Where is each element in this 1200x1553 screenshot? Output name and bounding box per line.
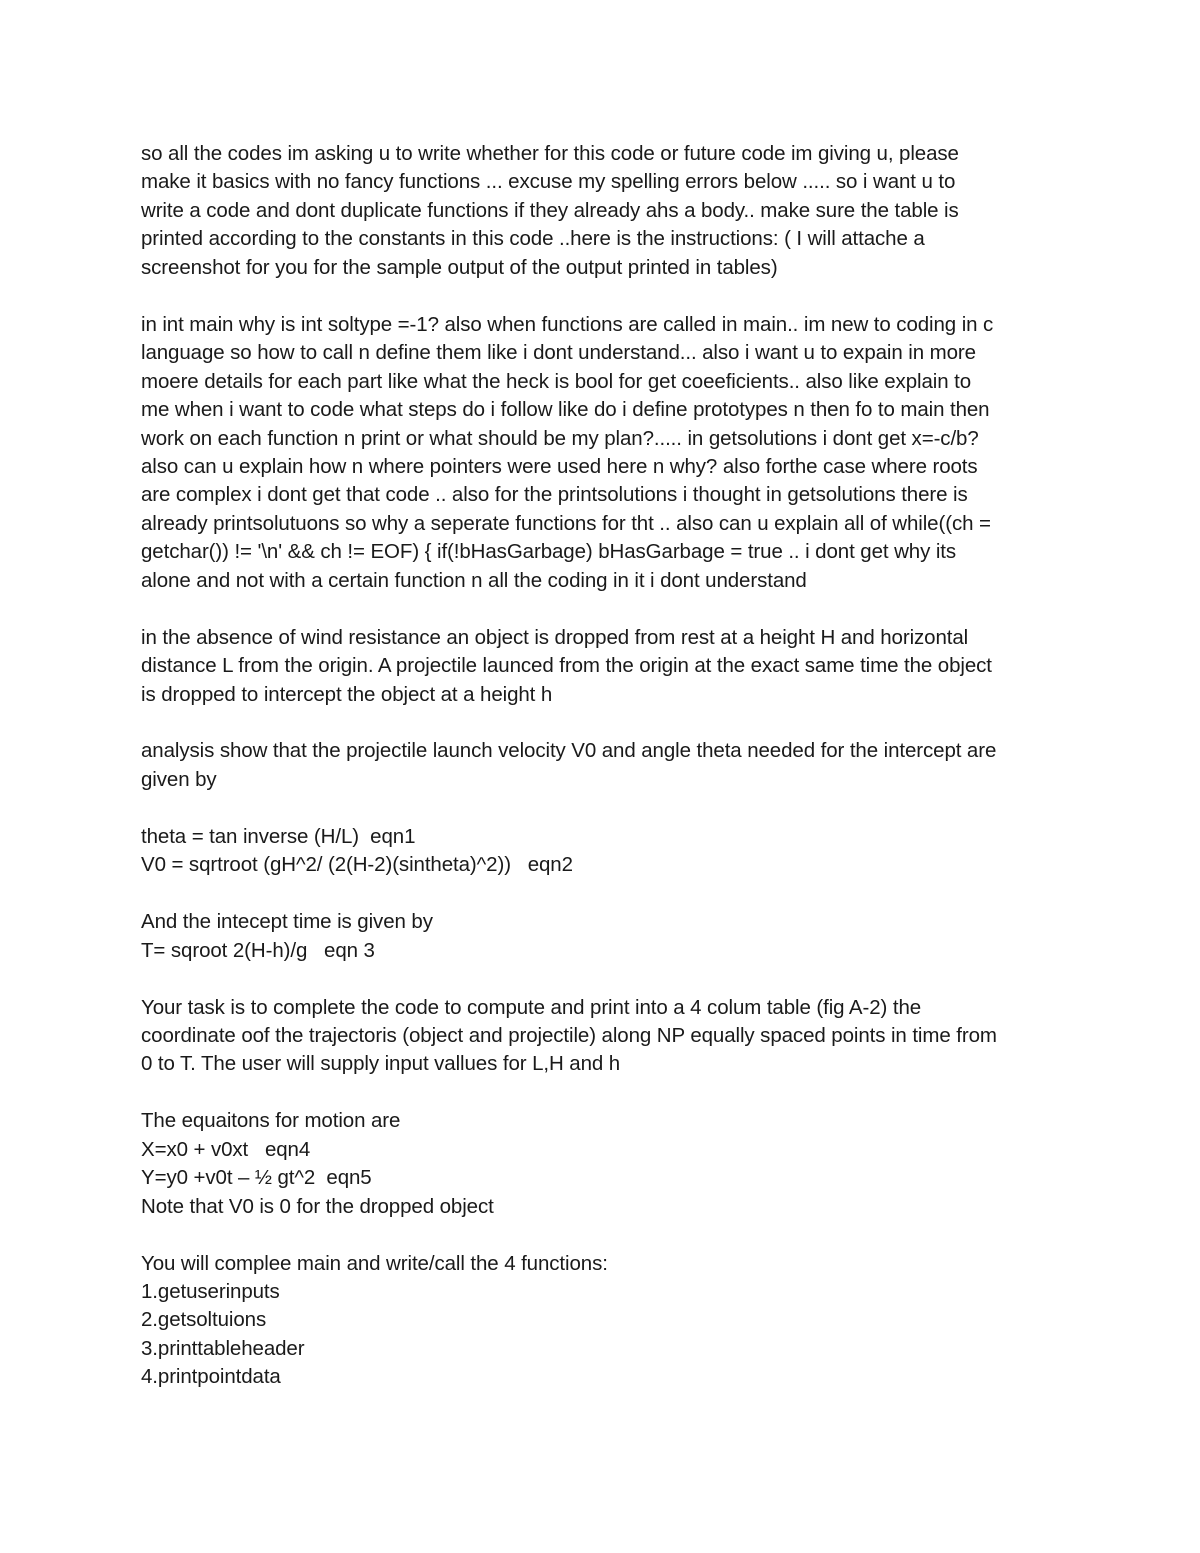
text-line: screenshot for you for the sample output of the output printed in tables) bbox=[141, 255, 778, 279]
text-line: The equaitons for motion are bbox=[141, 1109, 401, 1133]
text-line: And the intecept time is given by bbox=[141, 910, 433, 934]
list-item: 4.printpointdata bbox=[141, 1365, 281, 1389]
list-item: 3.printtableheader bbox=[141, 1336, 305, 1360]
text-line: language so how to call n define them like i dont understand... also i want u to expain in more bbox=[141, 341, 976, 365]
equation-line: X=x0 + v0xt eqn4 bbox=[141, 1137, 311, 1161]
text-line: given by bbox=[141, 767, 217, 791]
text-line: write a code and dont duplicate functions if they already ahs a body.. make sure the table is bbox=[141, 198, 959, 222]
paragraph-request bbox=[141, 140, 1066, 282]
text-line: 0 to T. The user will supply input vallues for L,H and h bbox=[141, 1052, 621, 1076]
document-body bbox=[141, 140, 1066, 1420]
text-line: moere details for each part like what the heck is bool for get coeeficients.. also like explain to bbox=[141, 369, 972, 393]
paragraph-task bbox=[141, 994, 1066, 1079]
paragraph-equations bbox=[141, 823, 1066, 880]
text-line: You will complee main and write/call the 4 functions: bbox=[141, 1251, 608, 1275]
paragraph-functions-list bbox=[141, 1250, 1066, 1392]
text-line: work on each function n print or what should be my plan?..... in getsolutions i dont get x=-c/b? bbox=[141, 426, 979, 450]
text-line: Your task is to complete the code to compute and print into a 4 colum table (fig A-2) the bbox=[141, 995, 922, 1019]
paragraph-questions bbox=[141, 311, 1066, 596]
equation-line: theta = tan inverse (H/L) eqn1 bbox=[141, 824, 416, 848]
text-line: make it basics with no fancy functions ... excuse my spelling errors below ..... so i want u to bbox=[141, 170, 956, 194]
equation-line: Y=y0 +v0t – ½ gt^2 eqn5 bbox=[141, 1166, 372, 1190]
text-line: is dropped to intercept the object at a height h bbox=[141, 682, 553, 706]
text-line: Note that V0 is 0 for the dropped object bbox=[141, 1194, 494, 1218]
paragraph-analysis bbox=[141, 737, 1066, 794]
text-line: are complex i dont get that code .. also for the printsolutions i thought in getsolutions there is bbox=[141, 483, 968, 507]
text-line: already printsolutuons so why a seperate functions for tht .. also can u explain all of while((ch = bbox=[141, 511, 991, 535]
text-line: printed according to the constants in this code ..here is the instructions: ( I will attache a bbox=[141, 227, 925, 251]
text-line: getchar()) != '\n' && ch != EOF) { if(!bHasGarbage) bHasGarbage = true .. i dont get why its bbox=[141, 540, 957, 564]
text-line: in the absence of wind resistance an object is dropped from rest at a height H and horizontal bbox=[141, 625, 969, 649]
text-line: me when i want to code what steps do i follow like do i define prototypes n then fo to main then bbox=[141, 398, 990, 422]
text-line: distance L from the origin. A projectile launced from the origin at the exact same time the object bbox=[141, 654, 992, 678]
text-line: alone and not with a certain function n all the coding in it i dont understand bbox=[141, 568, 807, 592]
text-line: also can u explain how n where pointers were used here n why? also forthe case where roots bbox=[141, 454, 978, 478]
list-item: 1.getuserinputs bbox=[141, 1280, 280, 1303]
equation-line: V0 = sqrtroot (gH^2/ (2(H-2)(sintheta)^2)) eqn2 bbox=[141, 853, 573, 877]
paragraph-intercept-time bbox=[141, 908, 1066, 965]
text-line: so all the codes im asking u to write whether for this code or future code im giving u, please bbox=[141, 142, 959, 165]
text-line: analysis show that the projectile launch velocity V0 and angle theta needed for the intercept are bbox=[141, 739, 997, 763]
paragraph-motion-equations bbox=[141, 1107, 1066, 1221]
text-line: in int main why is int soltype =-1? also when functions are called in main.. im new to coding in c bbox=[141, 312, 994, 336]
equation-line: T= sqroot 2(H-h)/g eqn 3 bbox=[141, 938, 375, 962]
text-line: coordinate oof the trajectoris (object and projectile) along NP equally spaced points in time from bbox=[141, 1023, 997, 1047]
list-item: 2.getsoltuions bbox=[141, 1308, 267, 1332]
paragraph-problem-statement bbox=[141, 624, 1066, 709]
